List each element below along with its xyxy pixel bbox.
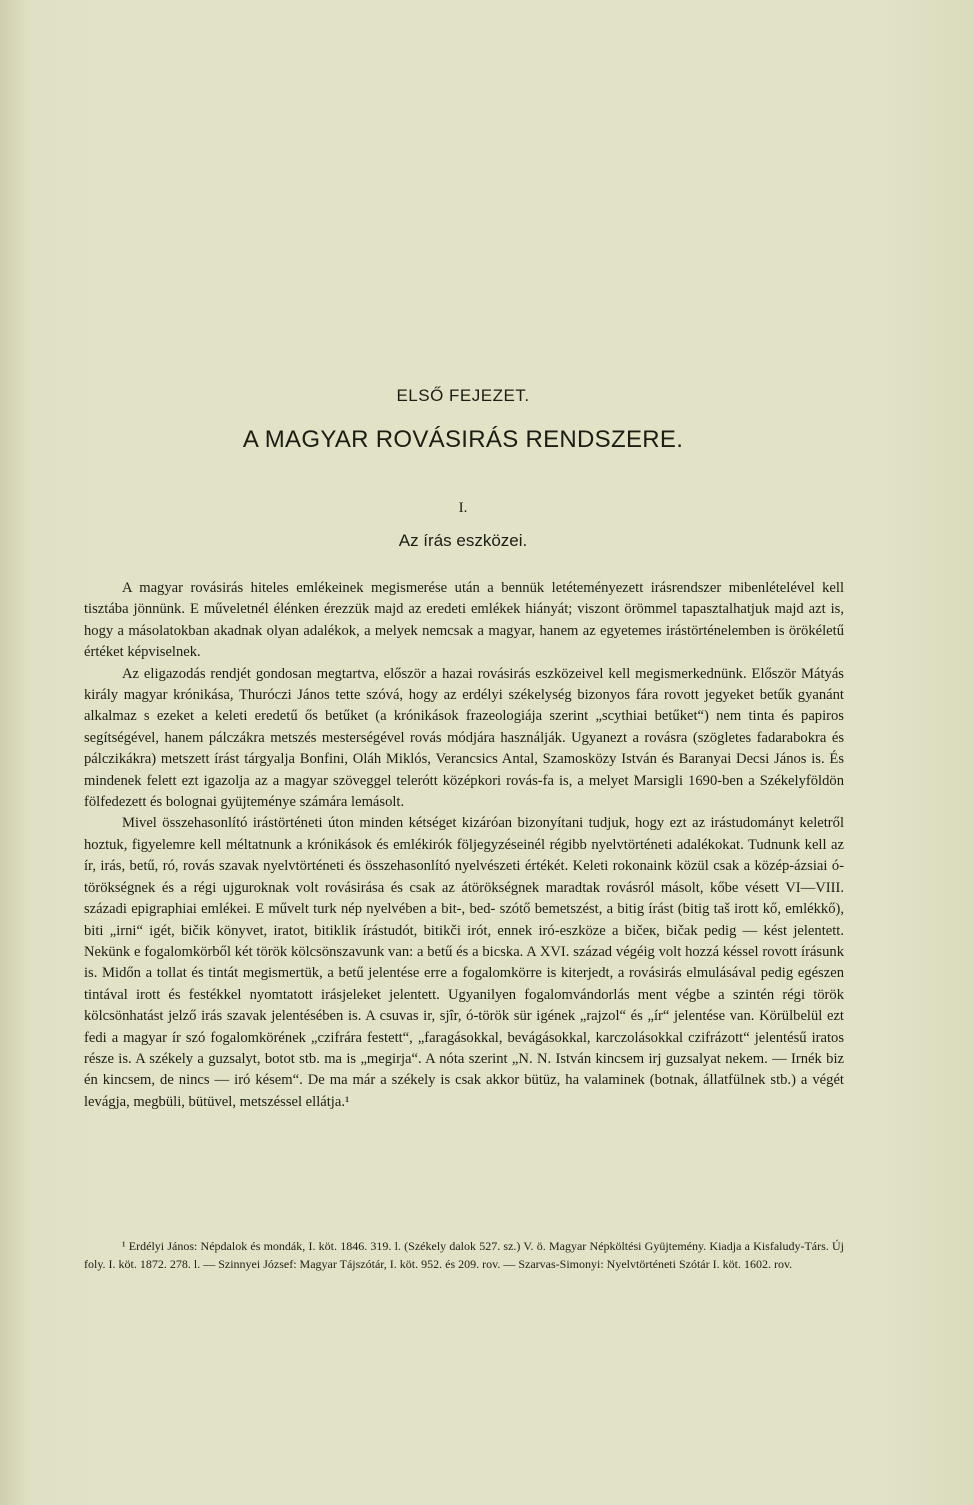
paragraph-2: Az eligazodás rendjét gondosan megtartva, először a hazai rovásirás eszközeivel kell megismerkednünk. Először Mátyás király magyar krónikása, Thuróczi János tette szóvá, hogy az erdélyi székelység bizonyos fára rovott jegyeket betűk gyanánt alkalmaz s ezeket a keleti eredetű ős betűket (a krónikások frazeologiája szerint „scythiai betűket“) nem tinta és papiros segítségével, hanem pálczákra metszés mesterségével rovás módjára használják. Ugyanezt a rovásra (szögletes fadarabokra és pálczikákra) metszett írást tárgyalja Bonfini, Oláh Miklós, Verancsics Antal, Szamosközy István és Baranyai Decsi János is. És mindenek felett ezt igazolja az a magyar szöveggel telerótt középkori rovás-fa is, a melyet Marsigli 1690-ben a Székelyföldön fölfedezett és bolognai gyüjteménye számára lemásolt. (84, 665, 844, 811)
section-number: I. (458, 500, 468, 516)
section-title: Az írás eszközei. (398, 531, 528, 550)
footnote-text: ¹ Erdélyi János: Népdalok és mondák, I. köt. 1846. 319. l. (Székely dalok 527. sz.) V. ö. Magyar Népköltési Gyüjtemény. Kiadja a Kisfaludy-Társ. Új foly. I. köt. 1872. 278. l. — Szinnyei József: Magyar Tájszótár, I. köt. 952. és 209. rov. — Szarvas-Simonyi: Nyelvtörténeti Szótár I. köt. 1602. rov. (84, 1239, 844, 1271)
chapter-title: A MAGYAR ROVÁSIRÁS RENDSZERE. (242, 426, 684, 453)
paragraph-3: Mivel összehasonlító irástörténeti úton minden kétséget kizáróan bizonyítani tudjuk, hogy ezt az irástudományt keletről hoztuk, figyelemre kell méltatnunk a krónikások és emlékirók följegyzéseinél régibb nyelvtörténeti adalékokat. Tudnunk kell az ír, irás, betű, ró, rovás szavak nyelvtörténeti és összehasonlító nyelvészeti értékét. Keleti rokonaink közül csak a közép-ázsiai ó-törökségnek és a régi ujguroknak volt rovásirása és csak az átörökségnek maradtak rovásról másolt, kőbe vésett VI—VIII. századi epigraphiai emlékei. E művelt turk nép nyelvében a bit-, bed- szótő bemetszést, a bitig írást (bitig taš irott kő, emlékkő), biti „irni“ igét, bičik könyvet, iratot, bitiklik írástudót, bitikči irót, ennek iró-eszköze a bičeк, bičak pedig — kést jelentett. Nekünk e fogalomkörből két török kölcsönszavunk van: a betű és a bicska. A XVI. század végéig volt hozzá késsel rovott írásunk is. Midőn a tollat és tintát megismertük, a betű jelentése erre a fogalomkörre is kiterjedt, a rovásirás elmulásával pedig egészen tintával irott és festékkel nyomtatott irásjeleket jelentett. Ugyanilyen fogalomvándorlás ment végbe a szintén régi török kölcsönhatást jelző irás szavak jelentésében is. A csuvas ir, sjîr, ó-török sür igének „rajzol“ és „ír“ jelentése van. Körülbelül ezt fedi a magyar ír szó fogalomkörének „czifrára festett“, „faragásokkal, bevágásokkal, karczolásokkal czifrázott“ jelentésű iratos része is. A székely a guzsalyt, botot stb. ma is „megirja“. A nóta szerint „N. N. István kincsem irj guzsalyat nekem. — Irnék biz én kincsem, de nincs — iró késem“. De ma már a székely is csak akkor bütüz, ha valaminek (botnak, állatfülnek stb.) a végét levágja, megbüli, bütüvel, metszéssel ellátja.¹ (84, 815, 844, 1110)
chapter-label: ELSŐ FEJEZET. (396, 386, 530, 405)
paragraph-1: A magyar rovásirás hiteles emlékeinek megismerése után a bennük letéteményezett irásrendszer mibenlételével kell tisztába jönnünk. E műveletnél élénken érezzük majd az eredeti emlékek hiányát; viszont örömmel tapasztalhatjuk majd azt is, hogy a másolatokban akadnak olyan adalékok, a melyek nemcsak a magyar, hanem az egyetemes irástörténelemben is örökéletű értéket képviselnek. (84, 580, 844, 661)
body-text (84, 578, 844, 1113)
footnote (84, 1238, 844, 1273)
